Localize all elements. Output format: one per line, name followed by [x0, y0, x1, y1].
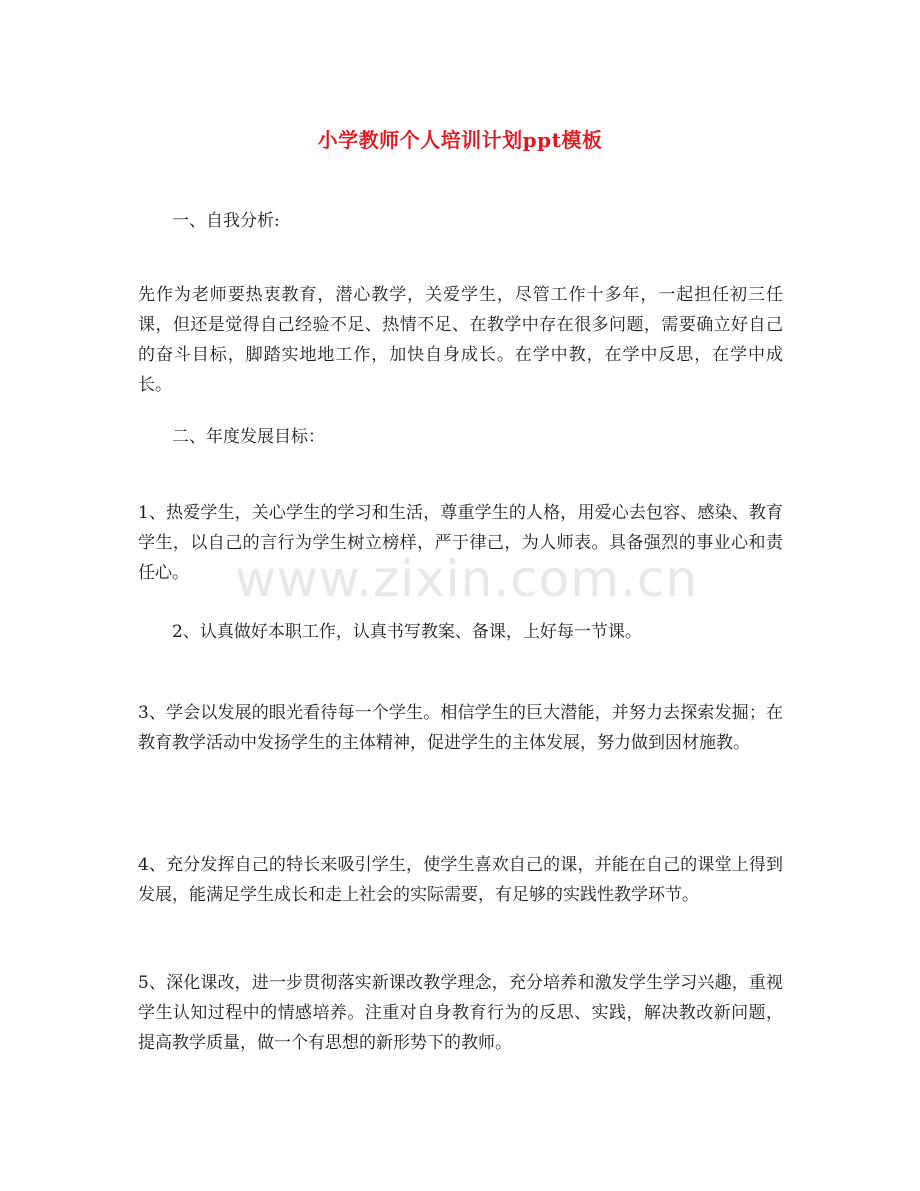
- document-title: 小学教师个人培训计划ppt模板: [317, 128, 603, 152]
- paragraph-self-analysis: 先作为老师要热衷教育，潜心教学，关爱学生，尽管工作十多年，一起担任初三任课，但还是觉得自己经验不足、热情不足、在教学中存在很多问题，需要确立好自己的奋斗目标，脚踏实地地工作，加快自身成长。在学中教，在学中反思，在学中成长。: [138, 285, 783, 395]
- goal-item-1: 1、热爱学生，关心学生的学习和生活，尊重学生的人格，用爱心去包容、感染、教育学生，以自己的言行为学生树立榜样，严于律己，为人师表。具备强烈的事业心和责任心。: [138, 503, 783, 583]
- goal-item-4: 4、充分发挥自己的特长来吸引学生，使学生喜欢自己的课，并能在自己的课堂上得到发展，能满足学生成长和走上社会的实际需要，有足够的实践性教学环节。: [138, 855, 783, 905]
- goal-item-5: 5、深化课改，进一步贯彻落实新课改教学理念，充分培养和激发学生学习兴趣，重视学生认知过程中的情感培养。注重对自身教育行为的反思、实践，解决教改新问题，提高教学质量，做一个有思想的新形势下的教师。: [138, 973, 783, 1053]
- goal-item-2: 2、认真做好本职工作，认真书写教案、备课，上好每一节课。: [172, 622, 642, 642]
- section-heading-self-analysis: 一、自我分析:: [172, 211, 280, 231]
- section-heading-annual-goals: 二、年度发展目标：: [172, 427, 325, 447]
- watermark: www.zixin.com.cn: [235, 550, 699, 608]
- goal-item-3: 3、学会以发展的眼光看待每一个学生。相信学生的巨大潜能，并努力去探索发掘；在教育教学活动中发扬学生的主体精神，促进学生的主体发展，努力做到因材施教。: [138, 703, 783, 753]
